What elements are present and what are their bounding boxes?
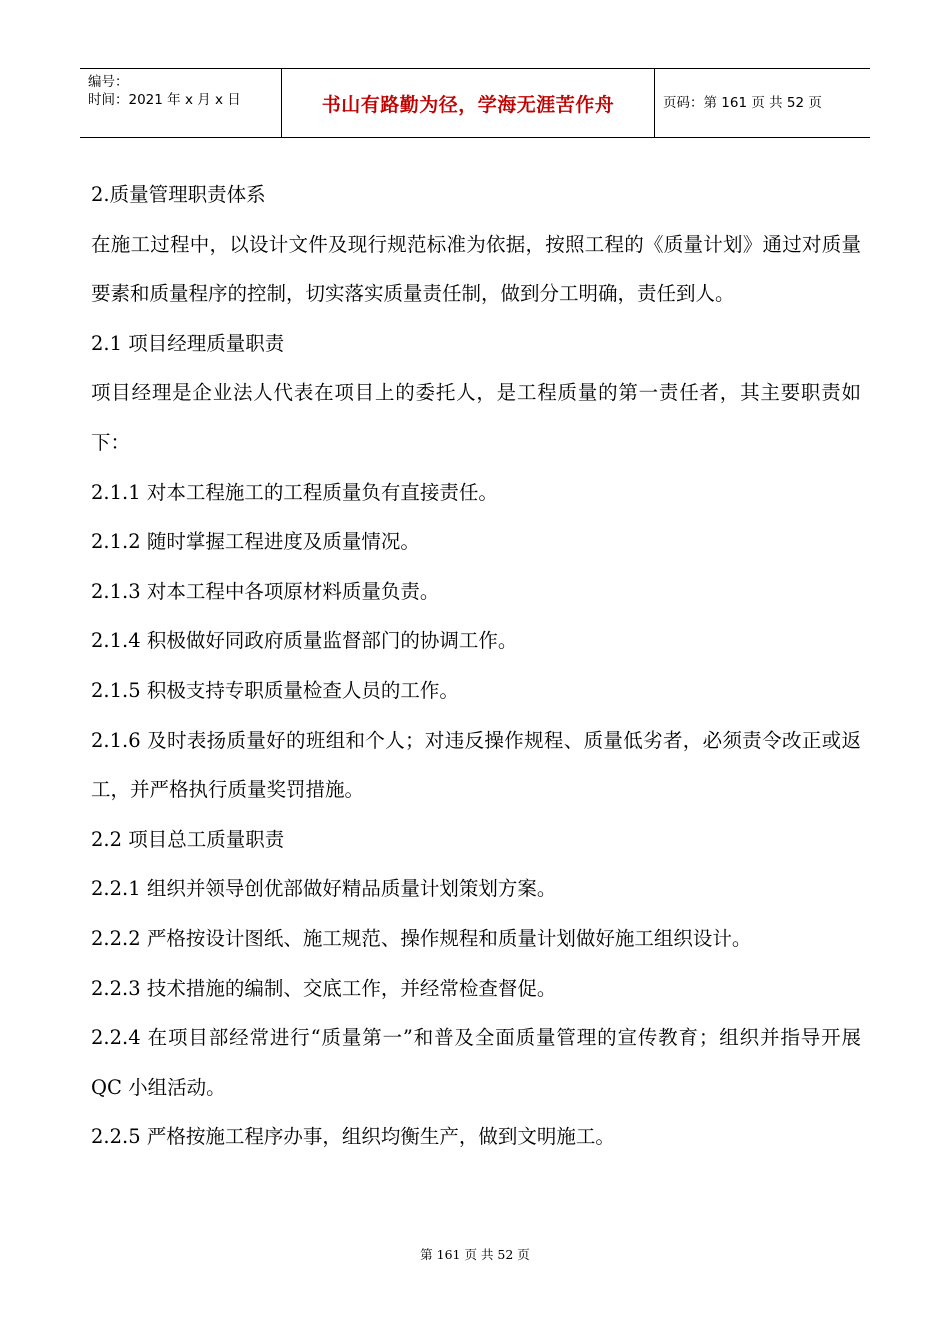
body-paragraph: 在施工过程中，以设计文件及现行规范标准为依据，按照工程的《质量计划》通过对质量要素和质量程序的控制，切实落实质量责任制，做到分工明确，责任到人。 xyxy=(91,232,861,306)
list-item: 2.1.1 对本工程施工的工程质量负有直接责任。 xyxy=(91,480,498,504)
list-item: 2.2.2 严格按设计图纸、施工规范、操作规程和质量计划做好施工组织设计。 xyxy=(91,926,752,950)
list-item: 2.2.1 组织并领导创优部做好精品质量计划策划方案。 xyxy=(91,877,557,901)
document-number-label: 编号： xyxy=(88,74,129,90)
list-item: 2.1.6 及时表扬质量好的班组和个人；对违反操作规程、质量低劣者，必须责令改正或返工，并严格执行质量奖罚措施。 xyxy=(91,728,861,802)
list-item: 2.2.5 严格按施工程序办事，组织均衡生产，做到文明施工。 xyxy=(91,1125,615,1149)
document-date-label: 时间：2021 年 x 月 x 日 xyxy=(88,92,241,108)
section-heading: 2.2 项目总工质量职责 xyxy=(91,827,285,851)
page-footer: 第 161 页 共 52 页 xyxy=(420,1247,530,1262)
list-item: 2.1.2 随时掌握工程进度及质量情况。 xyxy=(91,530,420,554)
body-paragraph: 项目经理是企业法人代表在项目上的委托人，是工程质量的第一责任者，其主要职责如下： xyxy=(91,381,861,454)
header-page-cell xyxy=(655,69,870,137)
document-body xyxy=(91,170,861,1162)
list-item: 2.1.3 对本工程中各项原材料质量负责。 xyxy=(91,579,440,603)
list-item: 2.2.4 在项目部经常进行“质量第一”和普及全面质量管理的宣传教育；组织并指导开展 QC 小组活动。 xyxy=(91,1026,861,1099)
document-header xyxy=(80,68,870,138)
header-motto: 书山有路勤为径，学海无涯苦作舟 xyxy=(321,93,615,116)
section-heading: 2.质量管理职责体系 xyxy=(91,183,266,206)
header-motto-cell xyxy=(282,69,655,137)
list-item: 2.2.3 技术措施的编制、交底工作，并经常检查督促。 xyxy=(91,976,557,1000)
header-meta-cell xyxy=(80,69,282,137)
list-item: 2.1.5 积极支持专职质量检查人员的工作。 xyxy=(91,678,459,702)
section-heading: 2.1 项目经理质量职责 xyxy=(91,331,285,355)
list-item: 2.1.4 积极做好同政府质量监督部门的协调工作。 xyxy=(91,629,518,653)
header-page-info: 页码：第 161 页 共 52 页 xyxy=(663,95,822,111)
